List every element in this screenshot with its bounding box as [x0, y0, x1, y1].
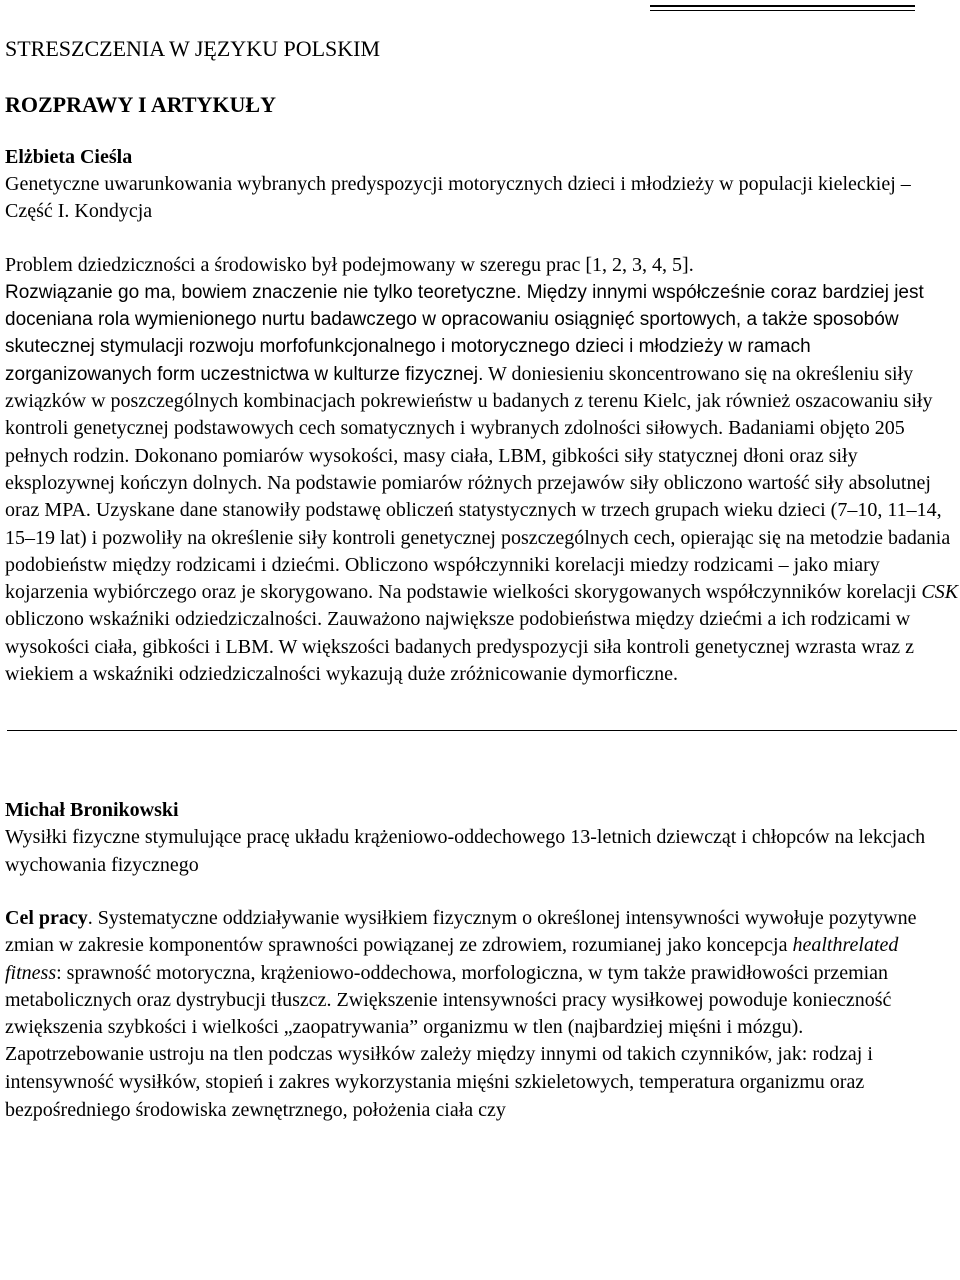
article-abstract	[5, 905, 959, 1041]
article-title: Genetyczne uwarunkowania wybranych predyspozycji motorycznych dzieci i młodzieży w populacji kieleckiej – Część I. Kondycja	[5, 173, 911, 223]
abstract-sentence-3: Między innymi współcześnie coraz bardziej jest doceniana rola wymienionego nurtu badawczego w opracowaniu osiągnięć sportowych, a także sposobów skutecznej stymulacji rozwoju morfofunkcjonalnego i motorycznego dzieci i młodzieży w ramach zorganizowanych form uczestnictwa w kulturze fizycznej.	[5, 281, 924, 385]
subsection-heading: ROZPRAWY I ARTYKUŁY	[5, 92, 276, 117]
abstract-csk-term: CSK	[921, 581, 959, 604]
section-heading: STRESZCZENIA W JĘZYKU POLSKIM	[5, 36, 381, 61]
article-author: Michał Bronikowski	[5, 799, 179, 822]
abstract-emphasis: healthrelated fitness	[5, 934, 899, 984]
abstract-text-a: . Systematyczne oddziaływanie wysiłkiem fizycznym o określonej intensywności wywołuje pozytywne zmian w zakresie komponentów sprawności powiązanej ze zdrowiem, rozumianej jako koncepcja	[5, 906, 917, 957]
document-page	[5, 34, 959, 1124]
abstract-paragraph-2: Zapotrzebowanie ustroju na tlen podczas wysiłków zależy między innymi od takich czynników, jak: rodzaj i intensywność wysiłków, stopień i zakres wykorzystania mięśni szkieletowych, temperatura organizmu oraz bezpośredniego środowiska zewnętrznego, położenia ciała czy	[5, 1043, 873, 1121]
abstract-sentence-2: Rozwiązanie go ma, bowiem znaczenie nie tylko teoretyczne.	[5, 281, 522, 303]
article-divider	[7, 730, 957, 731]
abstract-lead: Cel pracy	[5, 906, 88, 929]
article-bronikowski	[5, 797, 959, 1124]
abstract-sentence-5: obliczono wskaźniki odziedziczalności. Zauważono największe podobieństwa między dziećmi a ich rodzicami w wysokości ciała, gibkości i LBM. W większości badanych predyspozycji siła kontroli genetycznej wzrasta wraz z wiekiem a wskaźniki odziedziczalności wykazują duże zróżnicowanie dymorficzne.	[5, 608, 914, 686]
abstract-sentence-4: W doniesieniu skoncentrowano się na określeniu siły związków w poszczególnych kombinacjach pokrewieństw u badanych z terenu Kielc, jak również oszacowaniu siły kontroli genetycznej podstawowych cech somatycznych i wybranych zdolności siłowych. Badaniami objęto 205 pełnych rodzin. Dokonano pomiarów wysokości, masy ciała, LBM, gibkości siły statycznej dłoni oraz siły eksplozywnej kończyn dolnych. Na podstawie pomiarów różnych przejawów siły obliczono wartość siły absolutnej oraz MPA. Uzyskane dane stanowiły podstawę obliczeń statystycznych w trzech grupach wieku dzieci (7–10, 11–14, 15–19 lat) i pozwoliły na określenie siły kontroli genetycznej poszczególnych cech, opierając się na metodzie badania podobieństw między rodzicami i dziećmi. Obliczono współczynniki korelacji miedzy rodzicami – jako miary kojarzenia wybiórczego oraz je skorygowano. Na podstawie wielkości skorygowanych współczynników korelacji	[5, 362, 951, 604]
article-cieśla	[5, 144, 959, 688]
article-abstract	[5, 252, 959, 689]
header-rule-thick	[650, 5, 915, 7]
article-title: Wysiłki fizyczne stymulujące pracę układu krążeniowo-oddechowego 13-letnich dziewcząt i chłopców na lekcjach wychowania fizycznego	[5, 826, 926, 876]
header-rule-thin	[650, 10, 915, 11]
article-author: Elżbieta Cieśla	[5, 146, 133, 168]
abstract-sentence-1: Problem dziedziczności a środowisko był podejmowany w szeregu prac [1, 2, 3, 4, 5].	[5, 253, 694, 276]
abstract-text-b: : sprawność motoryczna, krążeniowo-oddechowa, morfologiczna, w tym także prawidłowości przemian metabolicznych oraz dystrybucji tłuszcz. Zwiększenie intensywności pracy wysiłkowej powoduje konieczność zwiększenia szybkości i wielkości „zaopatrywania” organizmu w tlen (najbardziej mięśni i mózgu).	[5, 961, 892, 1039]
